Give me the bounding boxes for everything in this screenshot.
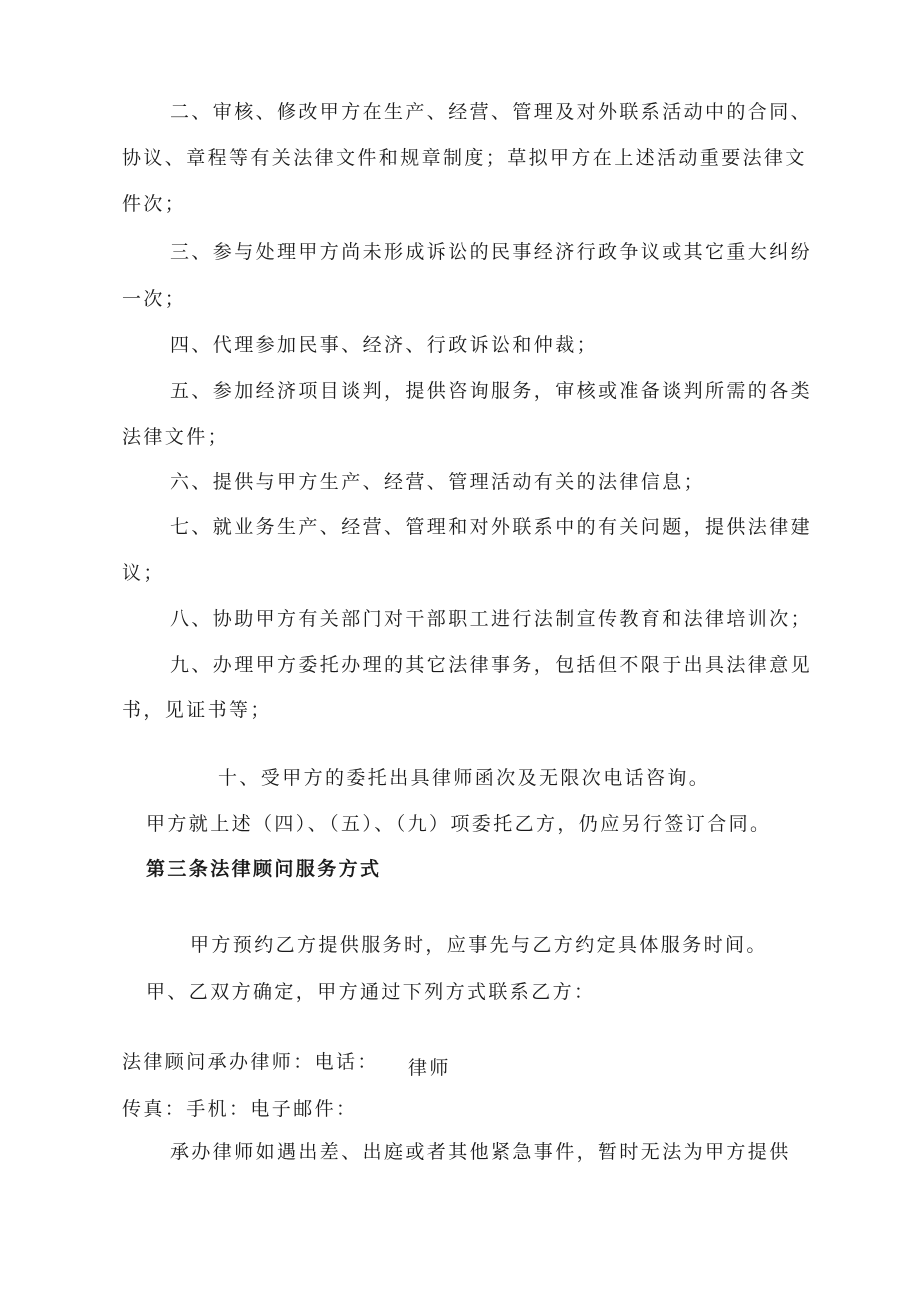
- service-paragraph: 甲方预约乙方提供服务时，应事先与乙方约定具体服务时间。: [190, 934, 768, 956]
- item-7-line-2: 议；: [122, 562, 165, 584]
- contact-lawyer-suffix: 律师: [408, 1057, 451, 1079]
- item-2-line-1: 二、审核、修改甲方在生产、经营、管理及对外联系活动中的合同、: [170, 101, 813, 123]
- contact-lawyer-label: 法律顾问承办律师：电话：: [122, 1051, 379, 1073]
- item-5-line-1: 五、参加经济项目谈判，提供咨询服务，审核或准备谈判所需的各类: [170, 380, 813, 402]
- contact-intro: 甲、乙双方确定，甲方通过下列方式联系乙方：: [146, 981, 596, 1003]
- last-paragraph: 承办律师如遇出差、出庭或者其他紧急事件，暂时无法为甲方提供: [170, 1141, 791, 1163]
- item-9-line-1: 九、办理甲方委托办理的其它法律事务，包括但不限于出具法律意见: [170, 654, 813, 676]
- item-8-line-1: 八、协助甲方有关部门对干部职工进行法制宣传教育和法律培训次；: [170, 608, 813, 630]
- item-4-line-1: 四、代理参加民事、经济、行政诉讼和仲裁；: [170, 334, 599, 356]
- item-2-line-2: 协议、章程等有关法律文件和规章制度；草拟甲方在上述活动重要法律文: [122, 147, 807, 169]
- item-3-line-2: 一次；: [122, 288, 187, 310]
- item-3-line-1: 三、参与处理甲方尚未形成诉讼的民事经济行政争议或其它重大纠纷: [170, 241, 813, 263]
- item-10-line-1: 十、受甲方的委托出具律师函次及无限次电话咨询。: [218, 767, 711, 789]
- contact-fax-line: 传真：手机：电子邮件：: [122, 1098, 358, 1120]
- item-6-line-1: 六、提供与甲方生产、经营、管理活动有关的法律信息；: [170, 471, 706, 493]
- item-2-line-3: 件次；: [122, 193, 187, 215]
- item-7-line-1: 七、就业务生产、经营、管理和对外联系中的有关问题，提供法律建: [170, 516, 813, 538]
- note-line: 甲方就上述（四）、（五）、（九）项委托乙方，仍应另行签订合同。: [146, 813, 772, 835]
- item-5-line-2: 法律文件；: [122, 426, 230, 448]
- article-heading: 第三条法律顾问服务方式: [146, 858, 382, 880]
- item-9-line-2: 书，见证书等；: [122, 699, 272, 721]
